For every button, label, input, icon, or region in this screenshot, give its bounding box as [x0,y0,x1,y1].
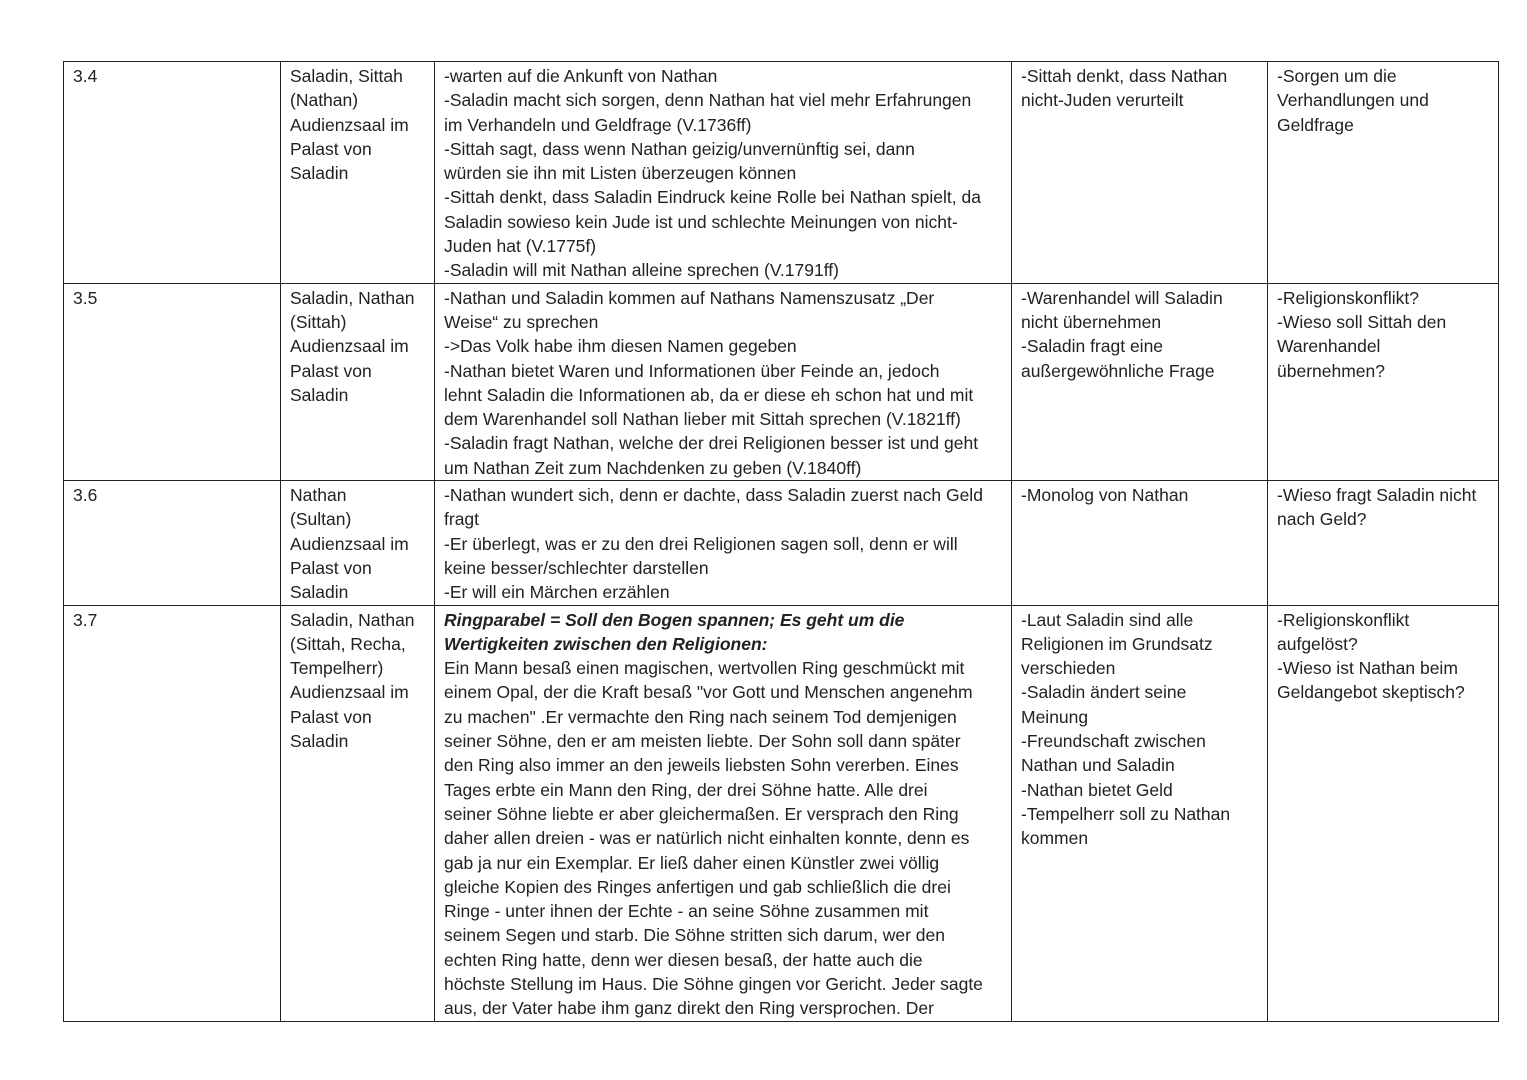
cell-line: Weise“ zu sprechen [444,311,599,332]
cell-line: Ringparabel = Soll den Bogen spannen; Es geht um die [444,609,905,630]
cell-line: aufgelöst? [1277,633,1358,654]
cell-line: -Sorgen um die [1277,66,1397,86]
cell-line: Tages erbte ein Mann den Ring, der drei Söhne hatte. Alle drei [444,779,928,800]
cell-line: übernehmen? [1277,360,1385,381]
cell-line: einem Opal, der die Kraft besaß "vor Gott und Menschen angenehm [444,682,973,703]
cell-line: Ein Mann besaß einen magischen, wertvollen Ring geschmückt mit [444,658,965,679]
cell-line: (Sittah, Recha, [290,633,406,654]
cell-line: echten Ring hatte, denn wer diesen besaß, der hatte auch die [444,949,923,970]
cell-line: -Sittah sagt, dass wenn Nathan geizig/unvernünftig sei, dann [444,138,915,159]
cell-line: (Nathan) [290,90,359,111]
cell-line: (Sultan) [290,509,352,530]
cell-line: Palast von [290,360,372,381]
cell-line: Juden hat (V.1775f) [444,236,597,257]
cell-line: -Sittah denkt, dass Nathan [1021,66,1228,86]
cell-line: gab ja nur ein Exemplar. Er ließ daher einen Künstler zwei völlig [444,852,940,873]
content-cell [435,62,1012,284]
cell-line: Palast von [290,706,372,727]
persons-location-cell [281,605,435,1021]
scene-number-cell [64,283,281,480]
cell-line: -Freundschaft zwischen [1021,731,1206,752]
cell-line: -Religionskonflikt [1277,609,1410,630]
cell-line: Geldfrage [1277,114,1354,135]
cell-line: fragt [444,509,480,530]
content-cell [435,605,1012,1021]
cell-line: Meinung [1021,706,1089,727]
cell-line: ->Das Volk habe ihm diesen Namen gegeben [444,336,797,357]
scene-number-cell [64,481,281,605]
cell-line: -Nathan und Saladin kommen auf Nathans Namenszusatz „Der [444,287,935,308]
questions-cell [1268,481,1499,605]
scene-number: 3.7 [73,609,98,630]
cell-line: -Religionskonflikt? [1277,287,1420,308]
cell-line: Ringe - unter ihnen der Echte - an seine Söhne zusammen mit [444,901,929,922]
cell-line: -Saladin fragt Nathan, welche der drei Religionen besser ist und geht [444,433,979,454]
cell-line: Audienzsaal im [290,336,409,357]
cell-line: seiner Söhne liebte er aber gleichermaßen. Er versprach den Ring [444,803,959,824]
cell-line: Audienzsaal im [290,114,409,135]
scene-number: 3.5 [73,287,98,308]
cell-line: den Ring also immer an den jeweils liebsten Sohn vererben. Eines [444,755,959,776]
cell-line: um Nathan Zeit zum Nachdenken zu geben (V.1840ff) [444,457,862,478]
table-row [64,283,1499,480]
cell-line: im Verhandeln und Geldfrage (V.1736ff) [444,114,752,135]
questions-cell [1268,605,1499,1021]
cell-line: gleiche Kopien des Ringes anfertigen und gab schließlich die drei [444,876,951,897]
scene-number: 3.4 [73,66,98,86]
cell-line: Wertigkeiten zwischen den Religionen: [444,633,768,654]
cell-line: Saladin [290,731,349,752]
cell-line: nach Geld? [1277,509,1367,530]
cell-line: höchste Stellung im Haus. Die Söhne gingen vor Gericht. Jeder sagte [444,973,983,994]
cell-line: -Warenhandel will Saladin [1021,287,1223,308]
cell-line: seinem Segen und starb. Die Söhne stritten sich darum, wer den [444,925,945,946]
scene-number-cell [64,605,281,1021]
table-row [64,62,1499,284]
cell-line: -Wieso fragt Saladin nicht [1277,485,1477,506]
cell-line: Saladin, Sittah [290,66,403,86]
cell-line: Nathan und Saladin [1021,755,1175,776]
cell-line: Saladin, Nathan [290,609,415,630]
cell-line: Tempelherr) [290,658,384,679]
questions-cell [1268,283,1499,480]
observations-cell [1012,605,1268,1021]
cell-line: Audienzsaal im [290,682,409,703]
cell-line: -Er überlegt, was er zu den drei Religionen sagen soll, denn er will [444,533,958,554]
scene-number: 3.6 [73,485,98,506]
cell-line: -Saladin ändert seine [1021,682,1187,703]
scene-analysis-table [63,61,1499,1022]
cell-line: -Nathan bietet Geld [1021,779,1173,800]
persons-location-cell [281,283,435,480]
cell-line: Religionen im Grundsatz [1021,633,1213,654]
cell-line: Palast von [290,138,372,159]
cell-line: zu machen" .Er vermachte den Ring nach seinem Tod demjenigen [444,706,957,727]
table-row [64,481,1499,605]
cell-line: Saladin [290,163,349,184]
cell-line: -Laut Saladin sind alle [1021,609,1194,630]
cell-line: verschieden [1021,658,1116,679]
cell-line: Geldangebot skeptisch? [1277,682,1465,703]
cell-line: Saladin sowieso kein Jude ist und schlechte Meinungen von nicht- [444,211,958,232]
observations-cell [1012,62,1268,284]
cell-line: -Wieso ist Nathan beim [1277,658,1458,679]
cell-line: -Er will ein Märchen erzählen [444,582,670,603]
cell-line: außergewöhnliche Frage [1021,360,1215,381]
persons-location-cell [281,481,435,605]
cell-line: Saladin, Nathan [290,287,415,308]
cell-line: nicht-Juden verurteilt [1021,90,1184,111]
cell-line: Warenhandel [1277,336,1381,357]
cell-line: seiner Söhne, den er am meisten liebte. Der Sohn soll dann später [444,731,961,752]
cell-line: -Monolog von Nathan [1021,485,1189,506]
cell-line: dem Warenhandel soll Nathan lieber mit Sittah sprechen (V.1821ff) [444,409,961,430]
table-row [64,605,1499,1021]
persons-location-cell [281,62,435,284]
questions-cell [1268,62,1499,284]
cell-line: -Saladin will mit Nathan alleine sprechen (V.1791ff) [444,260,839,281]
content-cell [435,481,1012,605]
cell-line: -Tempelherr soll zu Nathan [1021,803,1231,824]
cell-line: Saladin [290,384,349,405]
cell-line: -Wieso soll Sittah den [1277,311,1447,332]
cell-line: lehnt Saladin die Informationen ab, da er diese eh schon hat und mit [444,384,974,405]
table-body [64,62,1499,1022]
cell-line: daher allen dreien - was er natürlich nicht einhalten konnte, denn es [444,828,970,849]
cell-line: Verhandlungen und [1277,90,1429,111]
cell-line: Saladin [290,582,349,603]
cell-line: -Sittah denkt, dass Saladin Eindruck keine Rolle bei Nathan spielt, da [444,187,981,208]
cell-line: Audienzsaal im [290,533,409,554]
cell-line: Nathan [290,485,347,506]
cell-line: würden sie ihn mit Listen überzeugen können [444,163,797,184]
observations-cell [1012,481,1268,605]
cell-line: -Saladin macht sich sorgen, denn Nathan hat viel mehr Erfahrungen [444,90,972,111]
cell-line: -Nathan wundert sich, denn er dachte, dass Saladin zuerst nach Geld [444,485,983,506]
cell-line: (Sittah) [290,311,347,332]
cell-line: -Saladin fragt eine [1021,336,1164,357]
content-cell [435,283,1012,480]
cell-line: nicht übernehmen [1021,311,1162,332]
cell-line: Palast von [290,557,372,578]
scene-number-cell [64,62,281,284]
cell-line: -Nathan bietet Waren und Informationen über Feinde an, jedoch [444,360,940,381]
cell-line: kommen [1021,828,1089,849]
cell-line: aus, der Vater habe ihm ganz direkt den Ring versprochen. Der [444,998,934,1019]
observations-cell [1012,283,1268,480]
cell-line: keine besser/schlechter darstellen [444,557,709,578]
cell-line: -warten auf die Ankunft von Nathan [444,66,718,86]
